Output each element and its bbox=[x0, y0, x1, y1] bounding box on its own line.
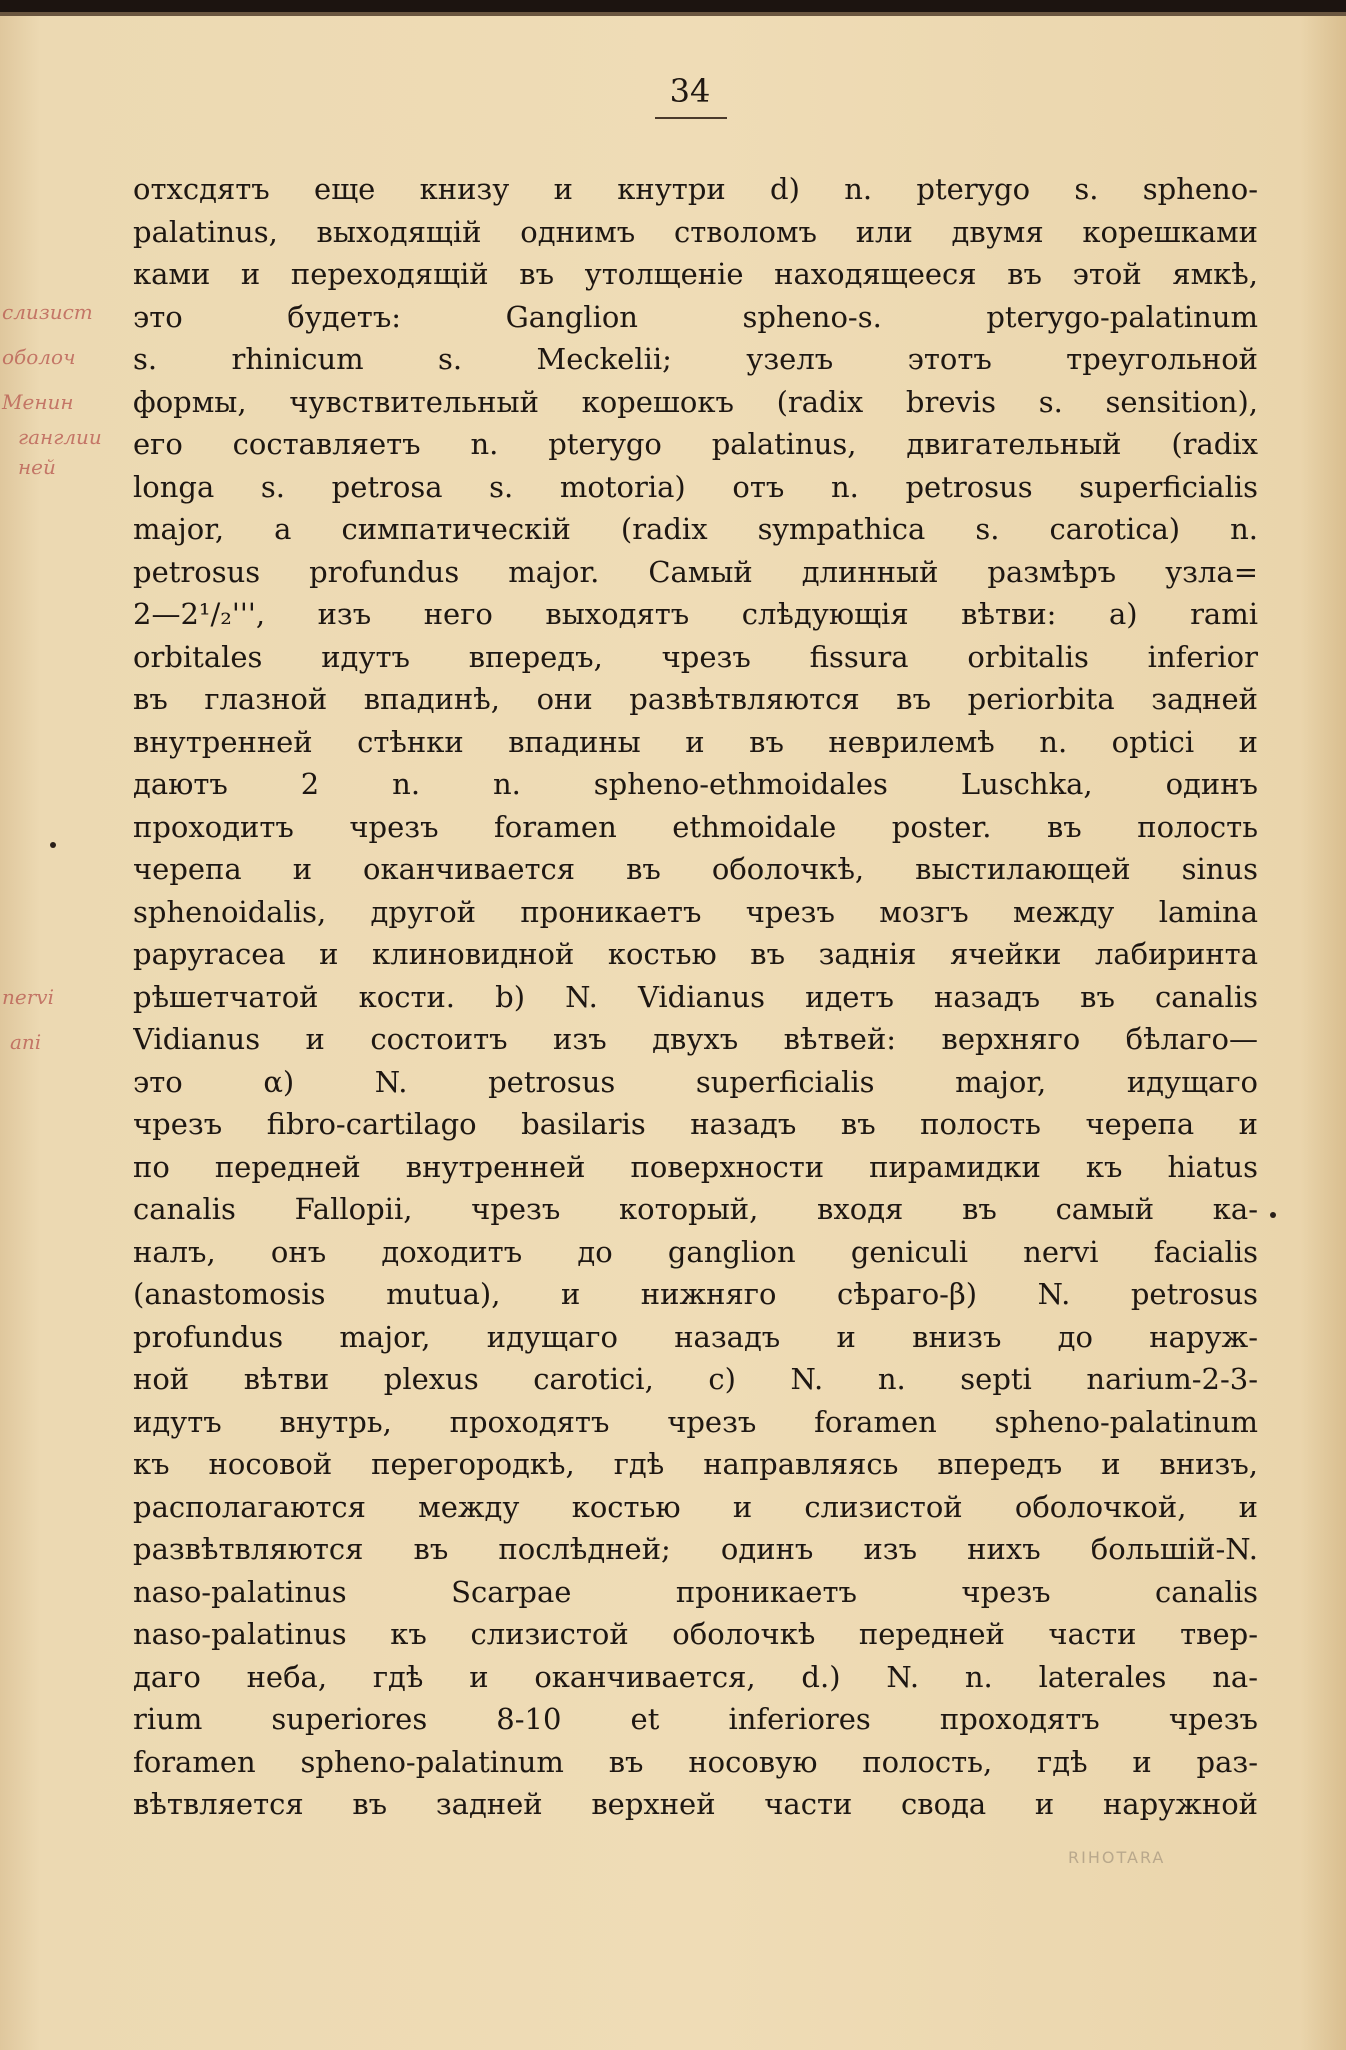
margin-note: ганглии bbox=[18, 425, 102, 449]
top-edge-rule bbox=[0, 0, 1346, 12]
text-line: petrosus profundus major. Самый длинный размѣръ узла= bbox=[133, 554, 1258, 589]
text-line: внутренней стѣнки впадины и въ неврилемѣ n. optici и bbox=[133, 724, 1258, 759]
ink-dot bbox=[1270, 1212, 1276, 1218]
text-line: его составляетъ n. pterygo palatinus, двигательный (radix bbox=[133, 427, 1258, 461]
text-line: отхсдятъ еще книзу и кнутри d) n. pterygo s. spheno- bbox=[133, 172, 1258, 206]
body-text bbox=[133, 168, 1258, 1826]
top-edge-shadow bbox=[0, 12, 1346, 16]
margin-note: ani bbox=[10, 1030, 42, 1054]
text-line: развѣтвляются въ послѣдней; одинъ изъ нихъ большій-N. bbox=[133, 1532, 1258, 1566]
text-line: къ носовой перегородкѣ, гдѣ направляясь впередъ и внизъ, bbox=[133, 1447, 1258, 1481]
text-line: papyracea и клиновидной костью въ заднія ячейки лабиринта bbox=[133, 937, 1258, 971]
text-line: черепа и оканчивается въ оболочкѣ, выстилающей sinus bbox=[133, 852, 1258, 886]
text-line: вѣтвляется въ задней верхней части свода и наружной bbox=[133, 1787, 1258, 1821]
text-line: это α) N. petrosus superficialis major, идущаго bbox=[133, 1064, 1258, 1099]
text-line: 2—2¹/₂''', изъ него выходятъ слѣдующія вѣтви: а) rami bbox=[133, 597, 1258, 631]
margin-note: оболоч bbox=[2, 345, 76, 369]
text-line: sphenoidalis, другой проникаетъ чрезъ мозгъ между lamina bbox=[133, 894, 1258, 929]
text-line: чрезъ fibro-cartilago basilaris назадъ въ полость черепа и bbox=[133, 1107, 1258, 1141]
text-line: orbitales идутъ впередъ, чрезъ fissura orbitalis inferior bbox=[133, 639, 1258, 674]
text-line: palatinus, выходящій однимъ стволомъ или двумя корешками bbox=[133, 214, 1258, 249]
margin-note: ней bbox=[18, 455, 56, 479]
text-line: даго неба, гдѣ и оканчивается, d.) N. n. laterales na- bbox=[133, 1659, 1258, 1694]
text-line: по передней внутренней поверхности пирамидки къ hiatus bbox=[133, 1149, 1258, 1184]
text-line: идутъ внутрь, проходятъ чрезъ foramen spheno-palatinum bbox=[133, 1404, 1258, 1439]
text-line: даютъ 2 n. n. spheno-ethmoidales Luschka, одинъ bbox=[133, 767, 1258, 801]
text-line: profundus major, идущаго назадъ и внизъ до наруж- bbox=[133, 1319, 1258, 1354]
text-line: (anastomosis mutua), и нижняго сѣраго-β) N. petrosus bbox=[133, 1277, 1258, 1311]
ink-dot bbox=[50, 842, 56, 848]
text-line: rium superiores 8-10 et inferiores проходятъ чрезъ bbox=[133, 1702, 1258, 1736]
text-line: ной вѣтви plexus carotici, c) N. n. septi narium-2-3- bbox=[133, 1362, 1258, 1396]
text-line: формы, чувствительный корешокъ (radix brevis s. sensition), bbox=[133, 384, 1258, 419]
margin-note: Менин bbox=[2, 390, 74, 414]
text-line: major, а симпатическій (radix sympathica s. carotica) n. bbox=[133, 512, 1258, 546]
text-line: naso-palatinus къ слизистой оболочкѣ передней части твер- bbox=[133, 1617, 1258, 1651]
text-line: это будетъ: Ganglion spheno-s. pterygo-palatinum bbox=[133, 299, 1258, 334]
library-stamp: RIHOTARA bbox=[1068, 1848, 1166, 1867]
text-line: s. rhinicum s. Meckelii; узелъ этотъ треугольной bbox=[133, 342, 1258, 376]
text-line: longa s. petrosa s. motoria) отъ n. petrosus superficialis bbox=[133, 469, 1258, 504]
text-line: naso-palatinus Scarpae проникаетъ чрезъ canalis bbox=[133, 1574, 1258, 1609]
page-number-underline bbox=[655, 117, 727, 119]
text-line: въ глазной впадинѣ, они развѣтвляются въ periorbita задней bbox=[133, 682, 1258, 716]
margin-note: nervi bbox=[2, 985, 54, 1009]
text-line: рѣшетчатой кости. b) N. Vidianus идетъ назадъ въ canalis bbox=[133, 979, 1258, 1014]
text-line: налъ, онъ доходитъ до ganglion geniculi nervi facialis bbox=[133, 1234, 1258, 1269]
text-line: располагаются между костью и слизистой оболочкой, и bbox=[133, 1489, 1258, 1524]
margin-note: слизист bbox=[2, 300, 93, 324]
text-line: foramen spheno-palatinum въ носовую полость, гдѣ и раз- bbox=[133, 1744, 1258, 1779]
text-line: проходитъ чрезъ foramen ethmoidale poster. въ полость bbox=[133, 809, 1258, 844]
text-line: Vidianus и состоитъ изъ двухъ вѣтвей: верхняго бѣлаго— bbox=[133, 1022, 1258, 1056]
page-number: 34 bbox=[669, 72, 711, 110]
text-line: canalis Fallopii, чрезъ который, входя въ самый ка- bbox=[133, 1192, 1258, 1226]
text-line: ками и переходящій въ утолщеніе находящееся въ этой ямкѣ, bbox=[133, 257, 1258, 291]
